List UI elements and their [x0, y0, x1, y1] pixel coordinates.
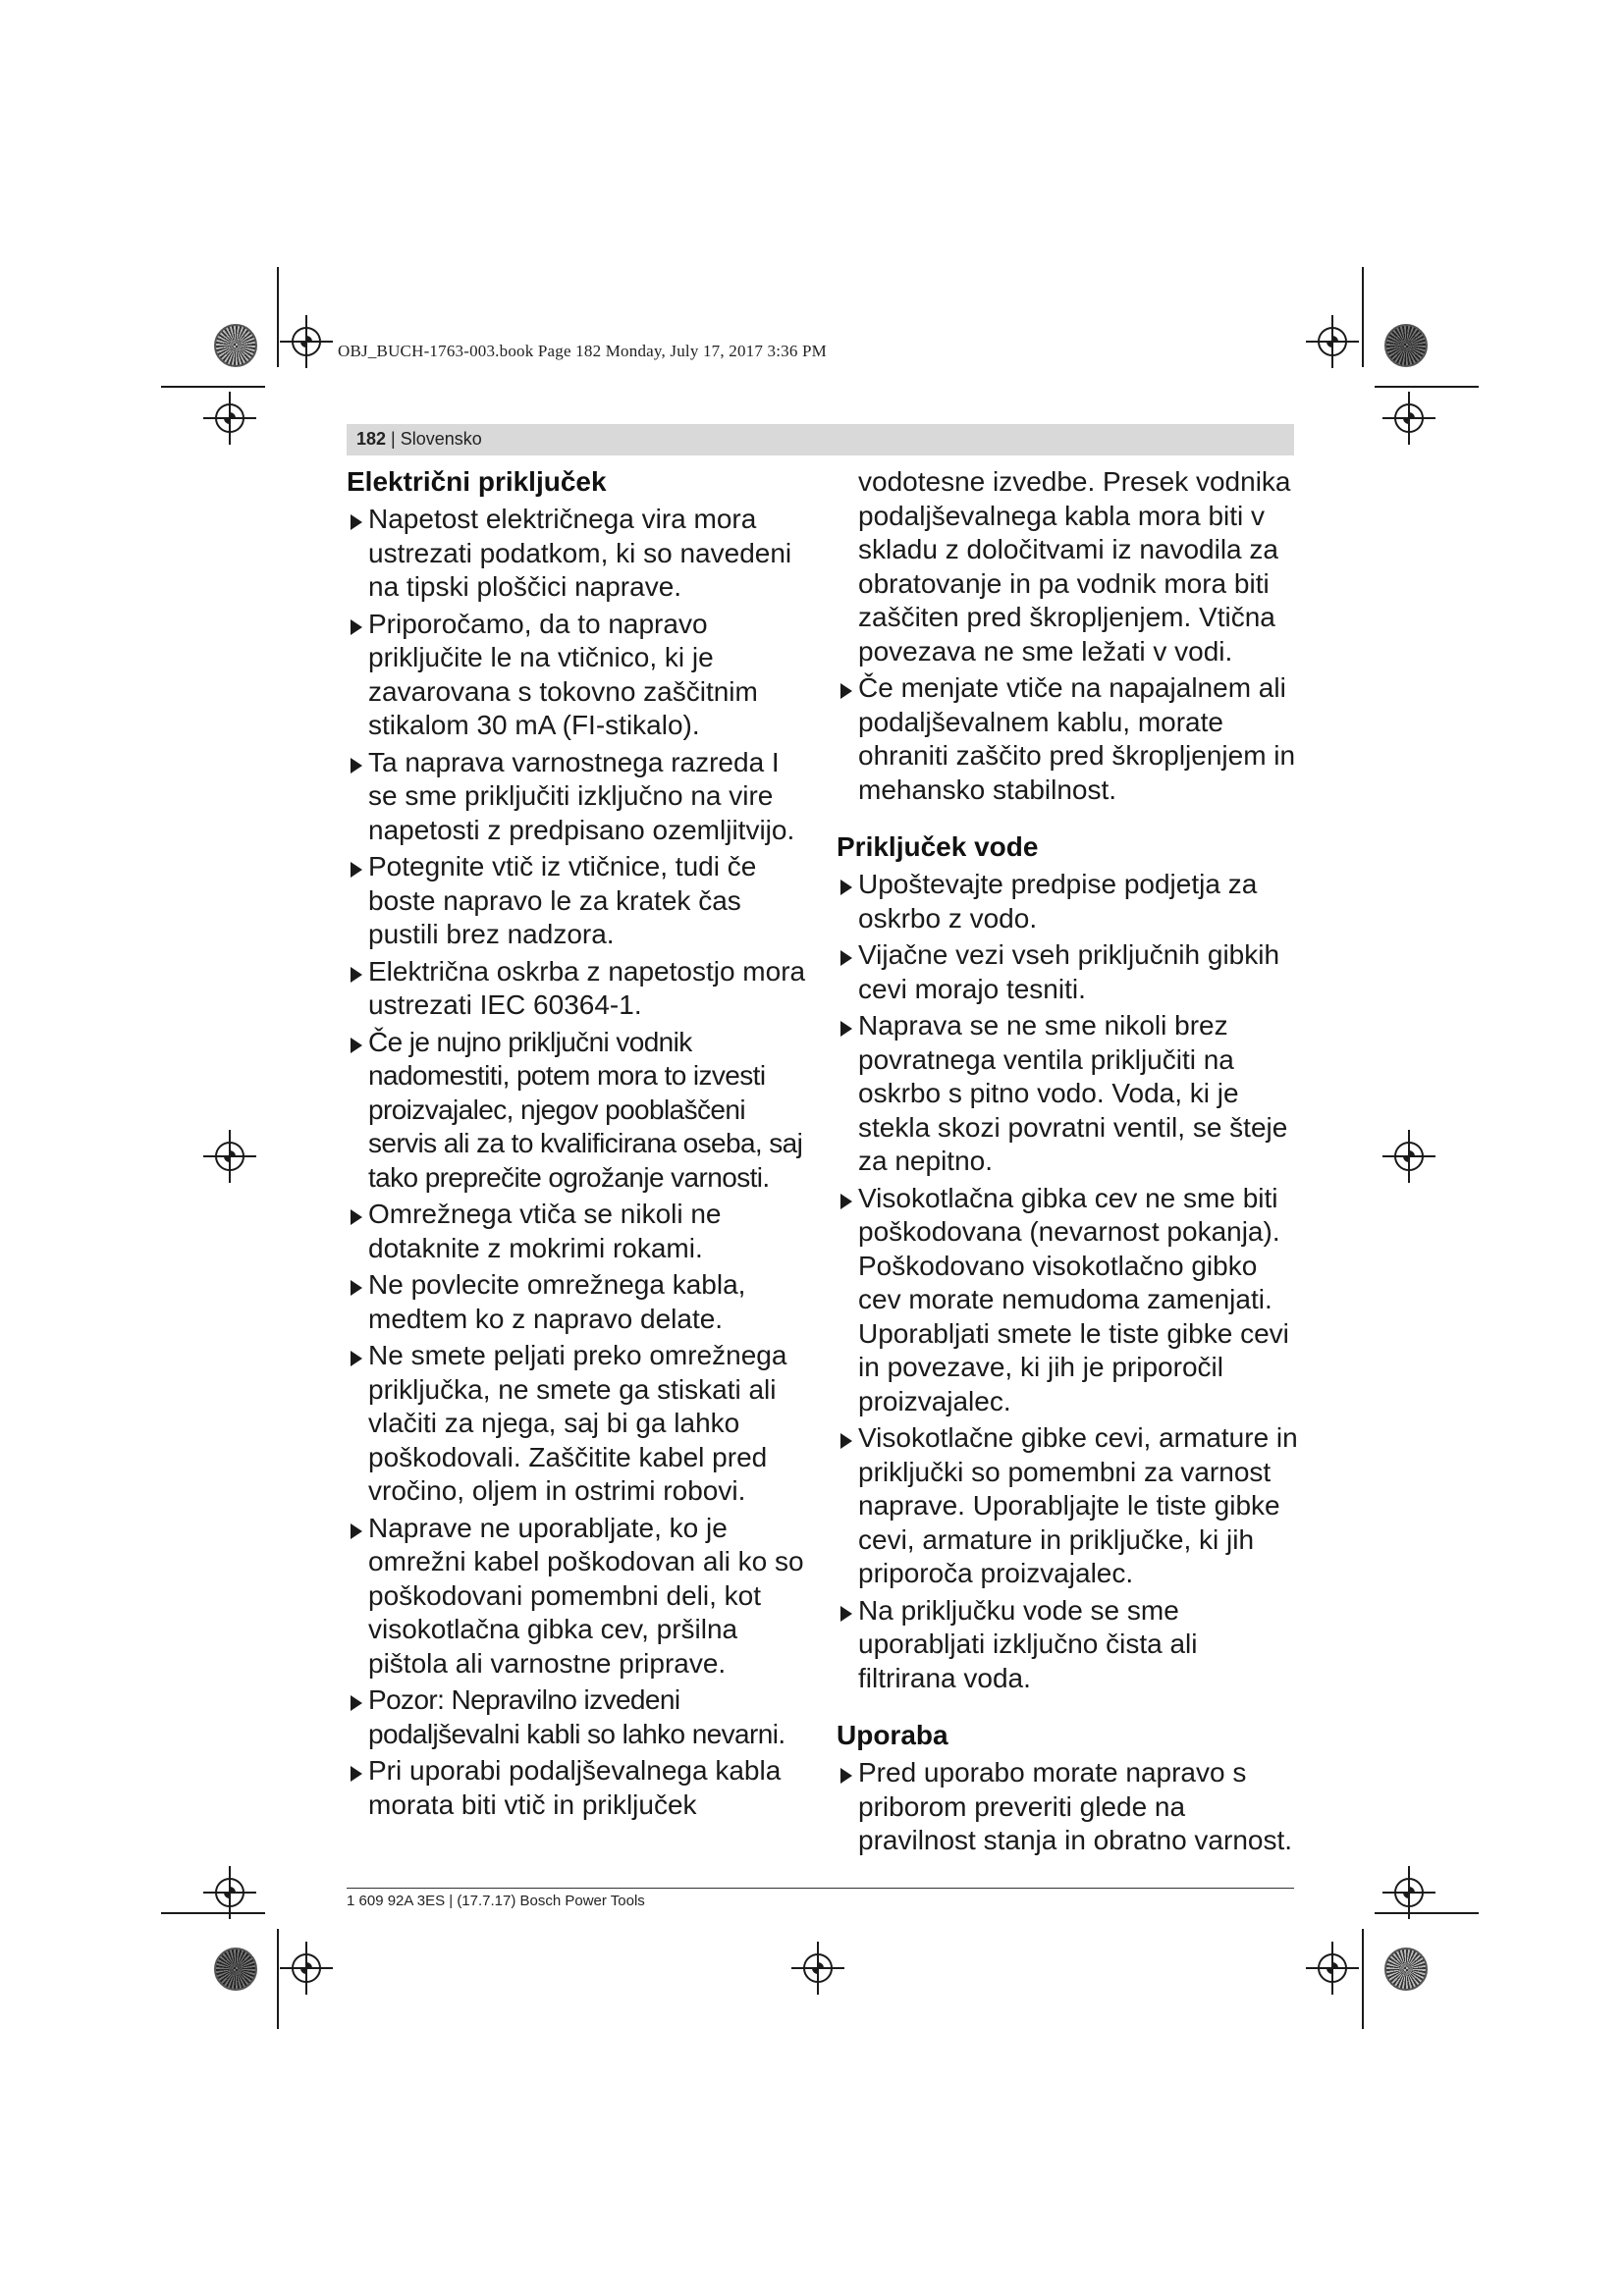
bullet-triangle-icon [351, 1209, 362, 1225]
page-header [347, 424, 1294, 455]
section-heading-water: Priključek vode [837, 831, 1039, 862]
crop-mark [161, 1912, 265, 1914]
continued-paragraph: vodotesne izvedbe. Presek vodnika podaljševalnega kabla mora biti v skladu z določitvami iz navodila za obratovanje in pa vodnik mora biti zaščiten pred škropljenjem. Vtična povezava ne sme ležati v vodi. [858, 466, 1291, 667]
bullet-triangle-icon [351, 1523, 362, 1539]
print-slug: OBJ_BUCH-1763-003.book Page 182 Monday, July 17, 2017 3:36 PM [338, 342, 827, 360]
list-item: Potegnite vtič iz vtičnice, tudi če boste napravo le za kratek čas pustili brez nadzora. [347, 850, 808, 952]
left-column [347, 465, 808, 1825]
use-list [837, 1756, 1298, 1858]
bullet-triangle-icon [840, 1021, 852, 1037]
registration-mark-icon [1318, 1953, 1347, 1983]
list-item: Upoštevajte predpise podjetja za oskrbo z vodo. [837, 868, 1298, 935]
list-item: Priporočamo, da to napravo priključite le na vtičnico, ki je zavarovana s tokovno zaščitnim stikalom 30 mA (FI-stikalo). [347, 608, 808, 743]
header-text [356, 429, 482, 450]
list-item: Pri uporabi podaljševalnega kabla morata biti vtič in priključek [347, 1754, 808, 1822]
electrical-list [347, 503, 808, 1822]
bullet-triangle-icon [351, 1766, 362, 1782]
list-item: Pred uporabo morate napravo s priborom preveriti glede na pravilnost stanja in obratno varnost. [837, 1756, 1298, 1858]
bullet-triangle-icon [840, 683, 852, 699]
registration-mark-icon [215, 1878, 244, 1907]
list-item: Električna oskrba z napetostjo mora ustrezati IEC 60364-1. [347, 955, 808, 1023]
bullet-triangle-icon [351, 758, 362, 774]
right-column [837, 465, 1298, 1861]
page-number: 182 [356, 429, 387, 449]
bullet-triangle-icon [840, 950, 852, 966]
list-item: Ne smete peljati preko omrežnega priključka, ne smete ga stiskati ali vlačiti za njega, saj bi ga lahko poškodovali. Zaščitite kabel pred vročino, oljem in ostrimi robovi. [347, 1339, 808, 1509]
electrical-list-continued [837, 671, 1298, 807]
list-item: Ne povlecite omrežnega kabla, medtem ko z napravo delate. [347, 1268, 808, 1336]
crop-mark [277, 1929, 279, 2029]
list-item: Na priključku vode se sme uporabljati izključno čista ali filtrirana voda. [837, 1594, 1298, 1696]
list-item: Če je nujno priključni vodnik nadomestiti, potem mora to izvesti proizvajalec, njegov pooblaščeni servis ali za to kvalificirana oseba, saj tako preprečite ogrožanje varnosti. [347, 1026, 808, 1196]
header-language: Slovensko [400, 429, 482, 449]
bullet-triangle-icon [840, 1433, 852, 1449]
crop-mark [1362, 1929, 1364, 2029]
registration-mark-icon [292, 1953, 321, 1983]
registration-mark-icon [1394, 403, 1424, 433]
crop-mark [1375, 1912, 1479, 1914]
registration-mark-icon [803, 1953, 833, 1983]
list-item: Visokotlačne gibke cevi, armature in priključki so pomembni za varnost naprave. Uporabljajte le tiste gibke cevi, armature in priključke, ki jih priporoča proizvajalec. [837, 1421, 1298, 1591]
bullet-triangle-icon [840, 1194, 852, 1209]
footer-rule [347, 1888, 1294, 1889]
crop-mark [1362, 267, 1364, 367]
bullet-triangle-icon [351, 862, 362, 878]
list-item: Omrežnega vtiča se nikoli ne dotaknite z mokrimi rokami. [347, 1198, 808, 1265]
registration-mark-icon [1318, 327, 1347, 356]
crop-mark [277, 267, 279, 367]
list-item: Če menjate vtiče na napajalnem ali podaljševalnem kablu, morate ohraniti zaščito pred škropljenjem in mehansko stabilnost. [837, 671, 1298, 807]
list-item: Pozor: Nepravilno izvedeni podaljševalni kabli so lahko nevarni. [347, 1683, 808, 1751]
color-target-icon [1384, 1948, 1428, 1991]
bullet-triangle-icon [351, 1280, 362, 1296]
page-footer: 1 609 92A 3ES | (17.7.17) Bosch Power Tools [347, 1893, 645, 1909]
crop-mark [161, 386, 265, 388]
list-item: Napetost električnega vira mora ustrezati podatkom, ki so navedeni na tipski ploščici naprave. [347, 503, 808, 605]
list-item: Vijačne vezi vseh priključnih gibkih cevi morajo tesniti. [837, 938, 1298, 1006]
color-target-icon [1384, 324, 1428, 367]
section-heading-use: Uporaba [837, 1720, 948, 1750]
list-item: Visokotlačna gibka cev ne sme biti poškodovana (nevarnost pokanja). Poškodovano visokotlačno gibko cev morate nemudoma zamenjati. Uporabljati smete le tiste gibke cevi in povezave, ki jih je priporočil proizvajalec. [837, 1182, 1298, 1419]
list-item: Naprava se ne sme nikoli brez povratnega ventila priključiti na oskrbo s pitno vodo. Voda, ki je stekla skozi povratni ventil, se šteje za nepitno. [837, 1009, 1298, 1179]
list-item: Naprave ne uporabljate, ko je omrežni kabel poškodovan ali ko so poškodovani pomembni deli, kot visokotlačna gibka cev, pršilna pištola ali varnostne priprave. [347, 1512, 808, 1682]
bullet-triangle-icon [840, 1606, 852, 1622]
bullet-triangle-icon [840, 1768, 852, 1784]
section-heading-electrical: Električni priključek [347, 466, 607, 497]
bullet-triangle-icon [351, 967, 362, 983]
bullet-triangle-icon [351, 1038, 362, 1053]
registration-mark-icon [292, 327, 321, 356]
color-target-icon [214, 324, 257, 367]
water-list [837, 868, 1298, 1695]
bullet-triangle-icon [351, 619, 362, 635]
registration-mark-icon [1394, 1878, 1424, 1907]
color-target-icon [214, 1948, 257, 1991]
list-item: Ta naprava varnostnega razreda I se sme priključiti izključno na vire napetosti z predpisano ozemljitvijo. [347, 746, 808, 848]
registration-mark-icon [215, 1142, 244, 1171]
crop-mark [1375, 386, 1479, 388]
registration-mark-icon [215, 403, 244, 433]
bullet-triangle-icon [351, 514, 362, 530]
registration-mark-icon [1394, 1142, 1424, 1171]
bullet-triangle-icon [351, 1695, 362, 1711]
header-separator: | [386, 429, 401, 449]
bullet-triangle-icon [840, 880, 852, 895]
bullet-triangle-icon [351, 1351, 362, 1366]
